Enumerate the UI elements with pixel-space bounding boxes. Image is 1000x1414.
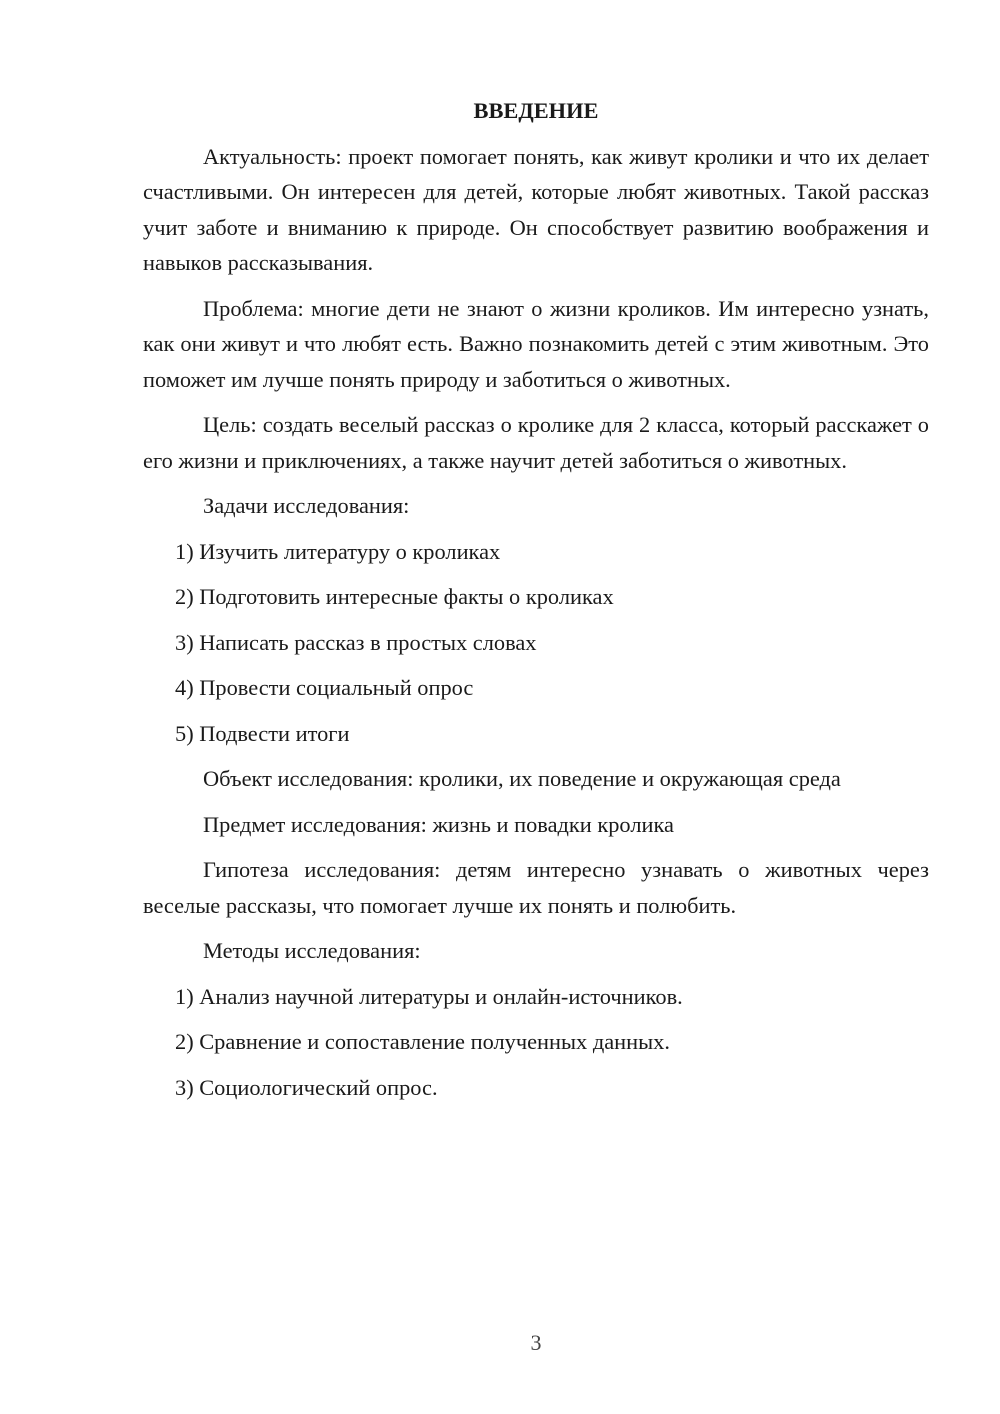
relevance-paragraph: Актуальность: проект помогает понять, как живут кролики и что их делает счастливыми. Он интересен для детей, которые любят животных. Такой рассказ учит заботе и вниманию к природе. Он способствует развитию воображения и навыков рассказывания. [143, 143, 929, 275]
subject-line: Предмет исследования: жизнь и повадки кролика [203, 811, 674, 837]
task-item: 5) Подвести итоги [175, 720, 350, 746]
object-line: Объект исследования: кролики, их поведение и окружающая среда [203, 766, 841, 791]
section-title: ВВЕДЕНИЕ [473, 98, 599, 123]
task-item: 1) Изучить литературу о кроликах [175, 538, 501, 564]
task-item: 4) Провести социальный опрос [175, 675, 474, 700]
hypothesis-paragraph: Гипотеза исследования: детям интересно узнавать о животных через веселые рассказы, что помогает лучше их понять и полюбить. [143, 857, 929, 918]
page-number: 3 [530, 1330, 542, 1355]
tasks-heading: Задачи исследования: [203, 493, 410, 518]
method-item: 3) Социологический опрос. [175, 1074, 438, 1100]
method-item: 2) Сравнение и сопоставление полученных данных. [175, 1029, 670, 1054]
method-item: 1) Анализ научной литературы и онлайн-источников. [175, 983, 683, 1009]
problem-paragraph: Проблема: многие дети не знают о жизни кроликов. Им интересно узнать, как они живут и что любят есть. Важно познакомить детей с этим животным. Это поможет им лучше понять природу и заботиться о животных. [143, 295, 929, 392]
methods-heading: Методы исследования: [203, 938, 421, 963]
task-item: 3) Написать рассказ в простых словах [175, 629, 537, 655]
task-item: 2) Подготовить интересные факты о кроликах [175, 584, 614, 609]
page-content [143, 93, 929, 1115]
goal-paragraph: Цель: создать веселый рассказ о кролике для 2 класса, который расскажет о его жизни и приключениях, а также научит детей заботиться о животных. [143, 412, 929, 473]
